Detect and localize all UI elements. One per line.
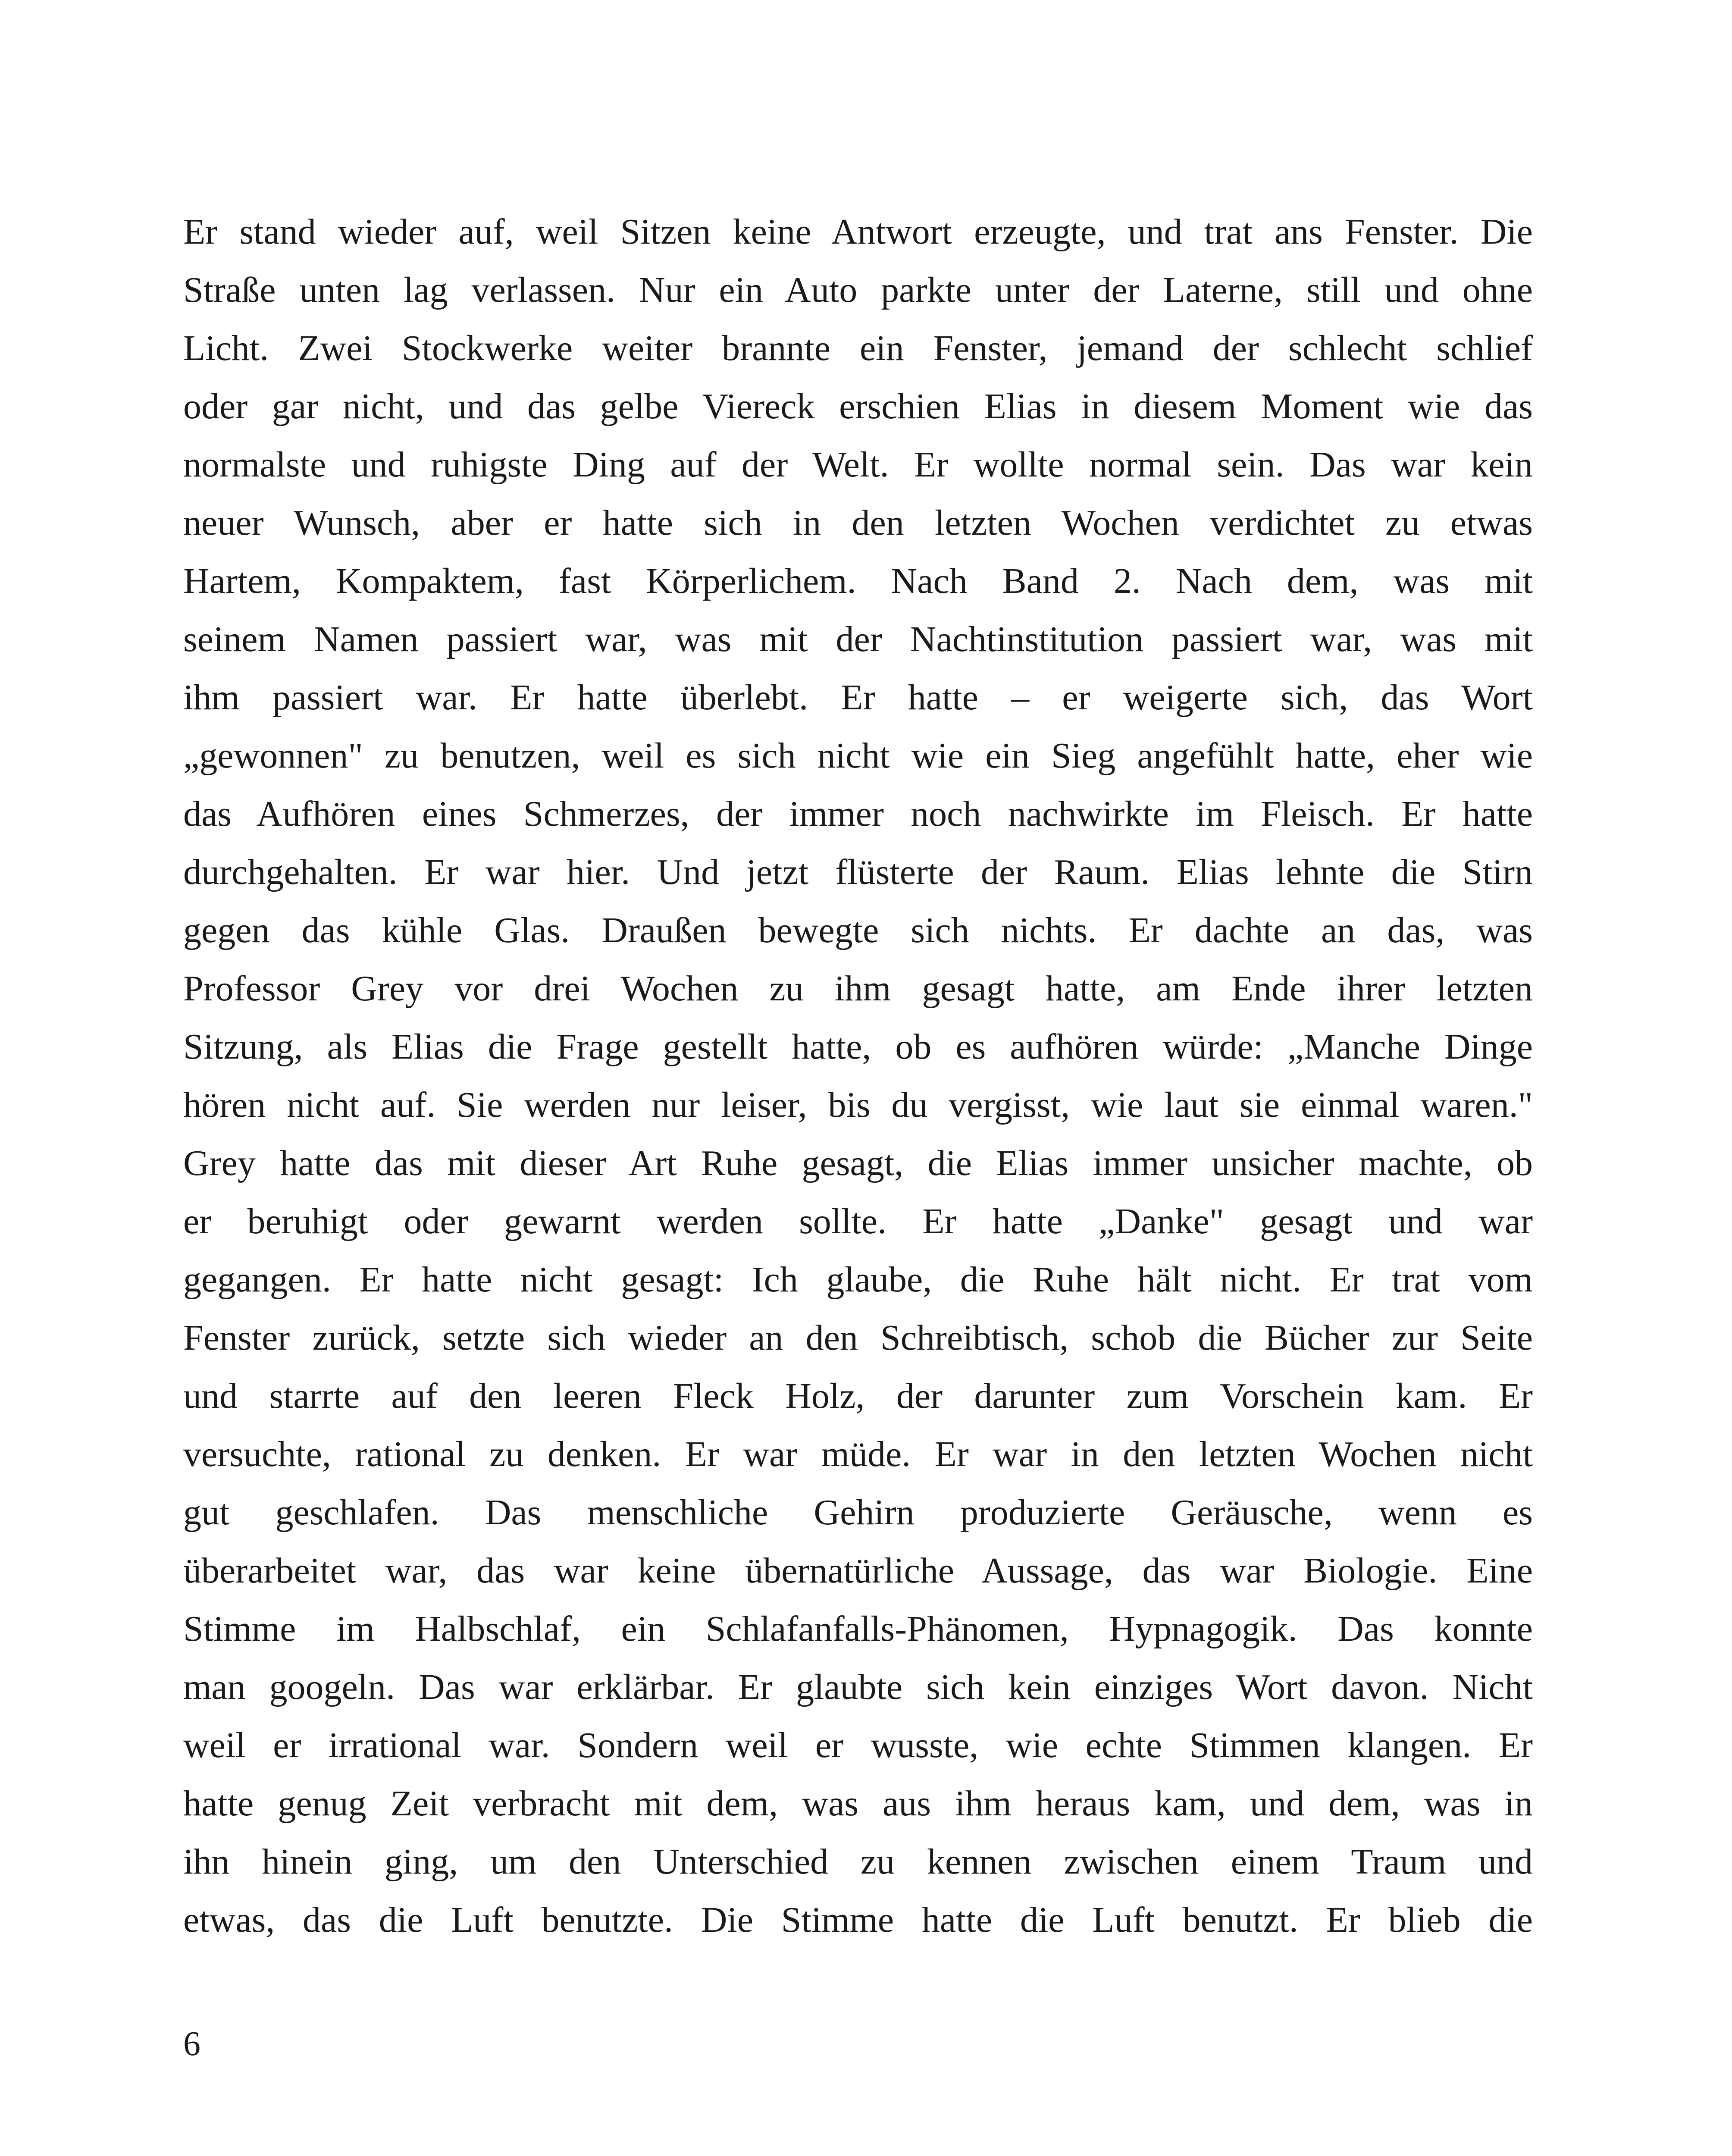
text-line: versuchte, rational zu denken. Er war müde. Er war in den letzten Wochen nicht	[183, 1434, 1533, 1474]
text-line: hatte genug Zeit verbracht mit dem, was aus ihm heraus kam, und dem, was in	[183, 1783, 1533, 1824]
text-line: Er stand wieder auf, weil Sitzen keine Antwort erzeugte, und trat ans Fenster. Die	[183, 212, 1533, 252]
text-line: das Aufhören eines Schmerzes, der immer noch nachwirkte im Fleisch. Er hatte	[183, 794, 1533, 834]
text-line: gegen das kühle Glas. Draußen bewegte sich nichts. Er dachte an das, was	[183, 910, 1533, 950]
text-line: Licht. Zwei Stockwerke weiter brannte ein Fenster, jemand der schlecht schlief	[183, 328, 1533, 368]
text-line: Professor Grey vor drei Wochen zu ihm gesagt hatte, am Ende ihrer letzten	[183, 968, 1533, 1009]
text-line: man googeln. Das war erklärbar. Er glaubte sich kein einziges Wort davon. Nicht	[183, 1667, 1533, 1707]
text-line: „gewonnen" zu benutzen, weil es sich nicht wie ein Sieg angefühlt hatte, eher wie	[183, 736, 1533, 776]
text-line: gegangen. Er hatte nicht gesagt: Ich glaube, die Ruhe hält nicht. Er trat vom	[183, 1260, 1533, 1300]
text-line: Grey hatte das mit dieser Art Ruhe gesagt, die Elias immer unsicher machte, ob	[183, 1143, 1533, 1183]
text-line: oder gar nicht, und das gelbe Viereck erschien Elias in diesem Moment wie das	[183, 386, 1533, 426]
text-line: etwas, das die Luft benutzte. Die Stimme hatte die Luft benutzt. Er blieb die	[183, 1900, 1533, 1940]
text-line: Sitzung, als Elias die Frage gestellt hatte, ob es aufhören würde: „Manche Dinge	[183, 1027, 1533, 1067]
text-line: Straße unten lag verlassen. Nur ein Auto parkte unter der Laterne, still und ohne	[183, 270, 1533, 310]
text-line: ihm passiert war. Er hatte überlebt. Er hatte – er weigerte sich, das Wort	[183, 677, 1533, 718]
text-line: weil er irrational war. Sondern weil er wusste, wie echte Stimmen klangen. Er	[183, 1725, 1533, 1765]
text-line: Hartem, Kompaktem, fast Körperlichem. Nach Band 2. Nach dem, was mit	[183, 561, 1533, 601]
text-line: gut geschlafen. Das menschliche Gehirn produzierte Geräusche, wenn es	[183, 1492, 1533, 1532]
body-text	[183, 203, 1533, 1949]
text-line: hören nicht auf. Sie werden nur leiser, bis du vergisst, wie laut sie einmal waren."	[183, 1085, 1533, 1125]
text-line: durchgehalten. Er war hier. Und jetzt flüsterte der Raum. Elias lehnte die Stirn	[183, 852, 1533, 892]
text-line: und starrte auf den leeren Fleck Holz, der darunter zum Vorschein kam. Er	[183, 1376, 1533, 1416]
text-line: Fenster zurück, setzte sich wieder an den Schreibtisch, schob die Bücher zur Seite	[183, 1318, 1533, 1358]
text-line: er beruhigt oder gewarnt werden sollte. Er hatte „Danke" gesagt und war	[183, 1201, 1533, 1241]
text-line: Stimme im Halbschlaf, ein Schlafanfalls-Phänomen, Hypnagogik. Das konnte	[183, 1609, 1533, 1649]
page-number: 6	[183, 2025, 200, 2063]
text-line: seinem Namen passiert war, was mit der Nachtinstitution passiert war, was mit	[183, 619, 1533, 659]
text-line: neuer Wunsch, aber er hatte sich in den letzten Wochen verdichtet zu etwas	[183, 503, 1533, 543]
text-line: überarbeitet war, das war keine übernatürliche Aussage, das war Biologie. Eine	[183, 1551, 1533, 1591]
text-line: ihn hinein ging, um den Unterschied zu kennen zwischen einem Traum und	[183, 1842, 1533, 1882]
text-line: normalste und ruhigste Ding auf der Welt. Er wollte normal sein. Das war kein	[183, 445, 1533, 485]
